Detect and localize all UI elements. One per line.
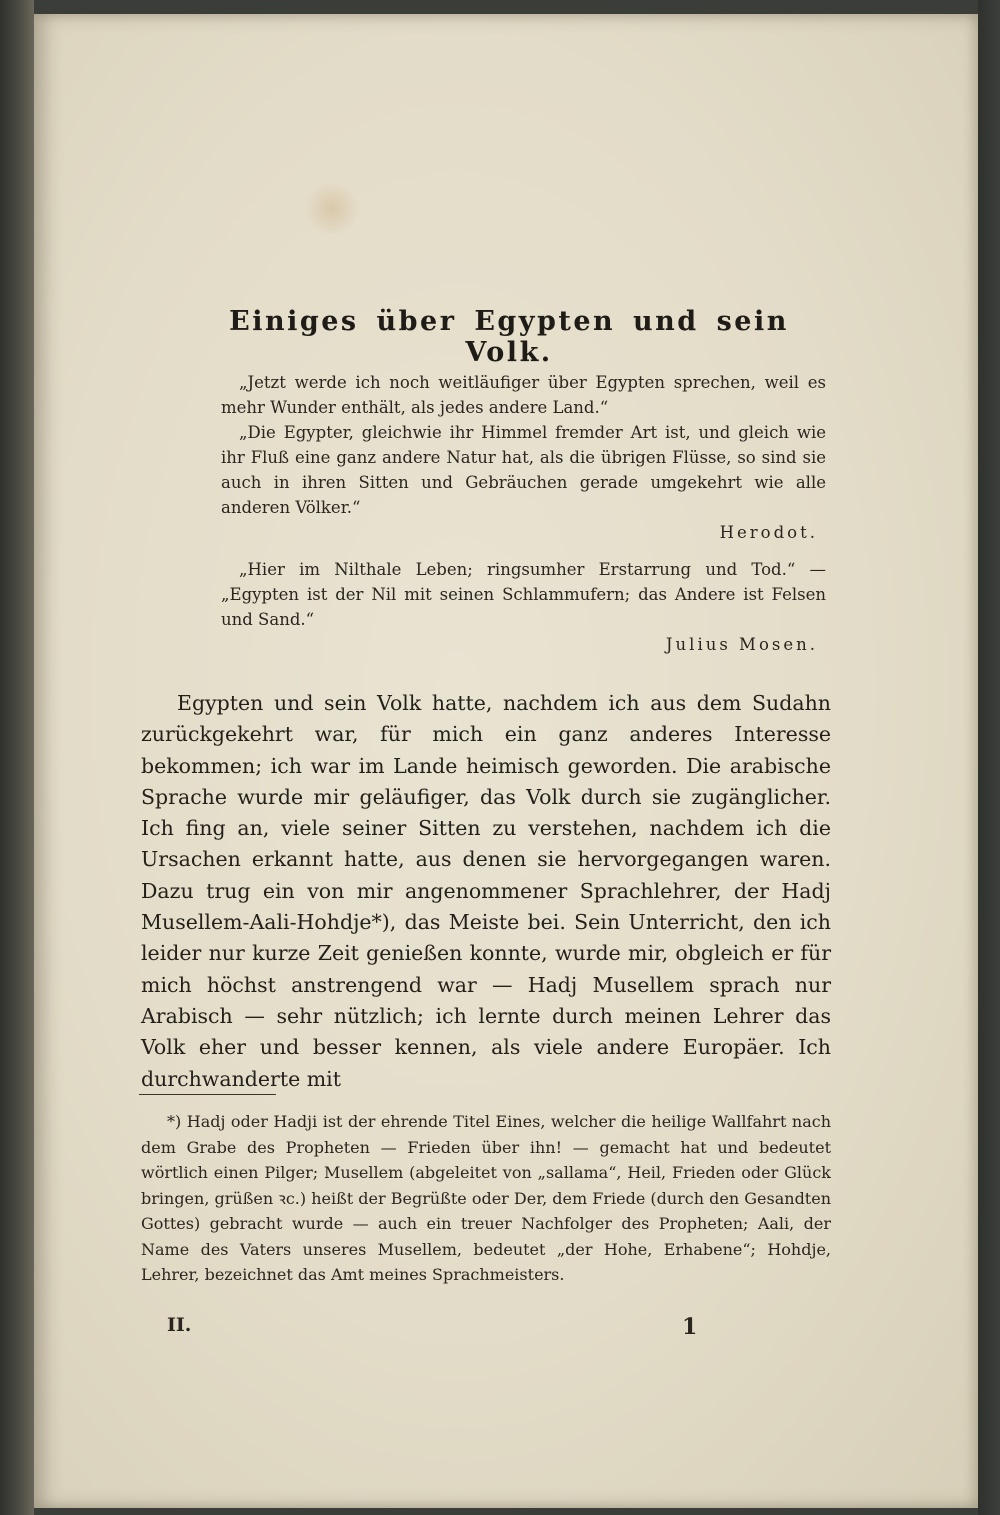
epigraph-herodot bbox=[221, 370, 826, 545]
chapter-title: Einiges über Egypten und sein Volk. bbox=[229, 306, 789, 368]
book-page bbox=[34, 14, 978, 1508]
book-binding-edge-left bbox=[0, 0, 34, 1515]
epigraph-line: „Hier im Nilthale Leben; ringsumher Erstarrung und Tod.“ — „Egypten ist der Nil mit seinen Schlammufern; das Andere ist Felsen und Sand.“ bbox=[221, 560, 826, 629]
book-binding-edge-right bbox=[978, 0, 1000, 1515]
signature-mark: II. bbox=[167, 1314, 192, 1336]
body-text: Egypten und sein Volk hatte, nachdem ich aus dem Sudahn zurückgekehrt war, für mich ein ganz anderes Interesse bekommen; ich war im Lande heimisch geworden. Die arabische Sprache wurde mir geläufiger, das Volk durch sie zugänglicher. Ich fing an, viele seiner Sitten zu verstehen, nachdem ich die Ursachen erkannt hatte, aus denen sie hervorgegangen waren. Dazu trug ein von mir angenommener Sprachlehrer, der Hadj Musellem-Aali-Hohdje*), das Meiste bei. Sein Unterricht, den ich leider nur kurze Zeit genießen konnte, wurde mir, obgleich er für mich höchst anstrengend war — Hadj Musellem sprach nur Arabisch — sehr nützlich; ich lernte durch meinen Lehrer das Volk eher und besser kennen, als viele andere Europäer. Ich durchwanderte mit bbox=[141, 691, 831, 1091]
epigraph-mosen bbox=[221, 557, 826, 657]
footnote-text: *) Hadj oder Hadji ist der ehrende Titel Eines, welcher die heilige Wallfahrt nach dem Grabe des Propheten — Frieden über ihn! — gemacht hat und bedeutet wörtlich einen Pilger; Musellem (abgeleitet von „sallama“, Heil, Frieden oder Glück bringen, grüßen ꝛc.) heißt der Begrüßte oder Der, dem Friede (durch den Gesandten Gottes) gebracht wurde — auch ein treuer Nachfolger des Propheten; Aali, der Name des Vaters unseres Musellem, bedeutet „der Hohe, Erhabene“; Hohdje, Lehrer, bezeichnet das Amt meines Sprachmeisters. bbox=[141, 1112, 832, 1284]
epigraph-source: Herodot. bbox=[719, 523, 818, 542]
page-number: 1 bbox=[682, 1314, 698, 1340]
page-content bbox=[34, 14, 978, 1508]
footnote bbox=[141, 1109, 831, 1288]
epigraph-line: „Die Egypter, gleichwie ihr Himmel fremder Art ist, und gleich wie ihr Fluß eine ganz andere Natur hat, als die übrigen Flüsse, so sind sie auch in ihren Sitten und Gebräuchen gerade umgekehrt wie alle anderen Völker.“ bbox=[221, 423, 826, 517]
epigraph-source: Julius Mosen. bbox=[665, 635, 818, 654]
footnote-rule bbox=[139, 1094, 276, 1095]
body-paragraph bbox=[141, 688, 831, 1095]
epigraph-line: „Jetzt werde ich noch weitläufiger über Egypten sprechen, weil es mehr Wunder enthält, als jedes andere Land.“ bbox=[221, 373, 826, 417]
